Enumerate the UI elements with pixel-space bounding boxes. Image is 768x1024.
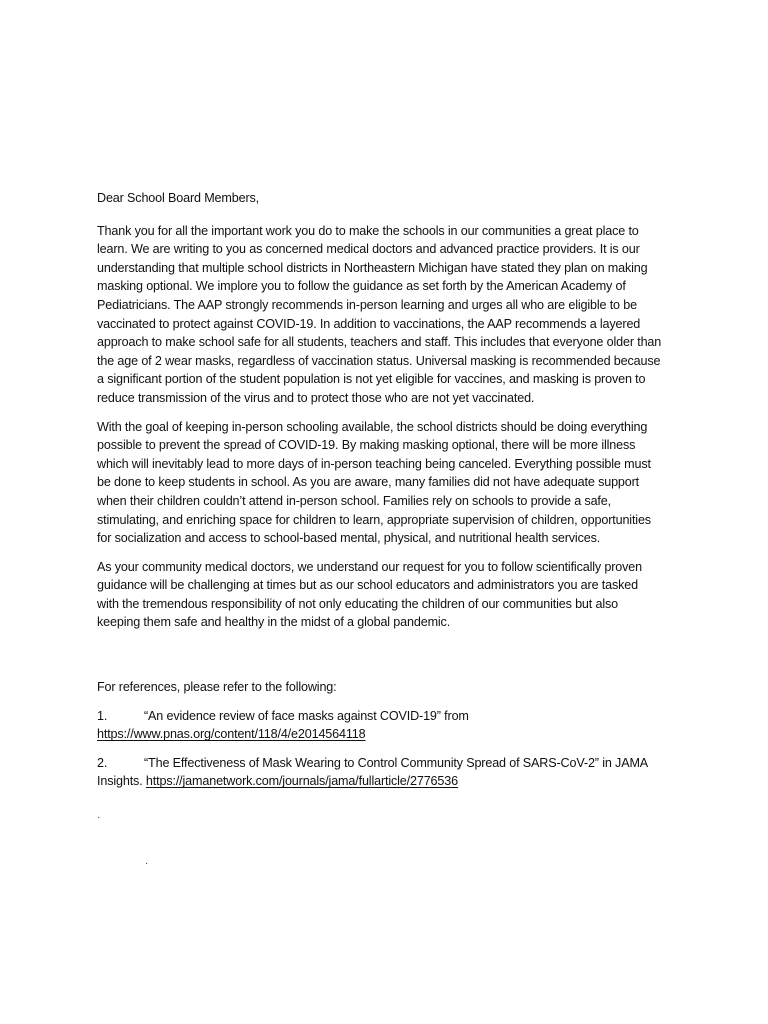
letter-body xyxy=(97,189,663,801)
reference-2-text: “The Effectiveness of Mask Wearing to Control Community Spread of SARS-CoV-2” in JAMA Insights. xyxy=(97,755,648,789)
reference-1-link[interactable]: https://www.pnas.org/content/118/4/e2014564118 xyxy=(97,727,366,742)
stray-mark-1: · xyxy=(97,812,101,823)
reference-1 xyxy=(97,707,663,744)
reference-2-link[interactable]: https://jamanetwork.com/journals/jama/fullarticle/2776536 xyxy=(145,774,458,789)
paragraph-2: With the goal of keeping in-person schooling available, the school districts should be doing everything possible to prevent the spread of COVID-19. By making masking optional, there will be more illness which will inevitably lead to more days of in-person teaching being canceled. Everything possible must be done to keep students in school. As you are aware, many families did not have adequate support when their children couldn’t attend in-person school. Families rely on schools to provide a safe, stimulating, and enriching space for children to learn, appropriate supervision of children, opportunities for socialization and access to school-based mental, physical, and nutritional health services. xyxy=(97,419,651,546)
reference-1-text: “An evidence review of face masks against COVID-19” from xyxy=(144,708,469,723)
paragraph-3: As your community medical doctors, we understand our request for you to follow scientifically proven guidance will be challenging at times but as our school educators and administrators you are tasked with the tremendous responsibility of not only educating the children of our communities but also keeping them safe and healthy in the midst of a global pandemic. xyxy=(97,559,642,630)
paragraph-1: Thank you for all the important work you do to make the schools in our communities a great place to learn. We are writing to you as concerned medical doctors and advanced practice providers. It is our understanding that multiple school districts in Northeastern Michigan have stated they plan on making masking optional. We implore you to follow the guidance as set forth by the American Academy of Pediatricians. The AAP strongly recommends in-person learning and urges all who are eligible to be vaccinated to protect against COVID-19. In addition to vaccinations, the AAP recommends a layered approach to make school safe for all students, teachers and staff. This includes that everyone older than the age of 2 wear masks, regardless of vaccination status. Universal masking is recommended because a significant portion of the student population is not yet eligible for vaccines, and masking is proven to reduce transmission of the virus and to protect those who are not yet vaccinated. xyxy=(97,223,662,405)
salutation: Dear School Board Members, xyxy=(97,191,259,205)
stray-mark-2: · xyxy=(145,858,149,869)
reference-2-number: 2. xyxy=(97,755,108,770)
reference-2 xyxy=(97,754,663,791)
references-intro: For references, please refer to the following: xyxy=(97,680,337,695)
reference-1-number: 1. xyxy=(97,708,108,723)
